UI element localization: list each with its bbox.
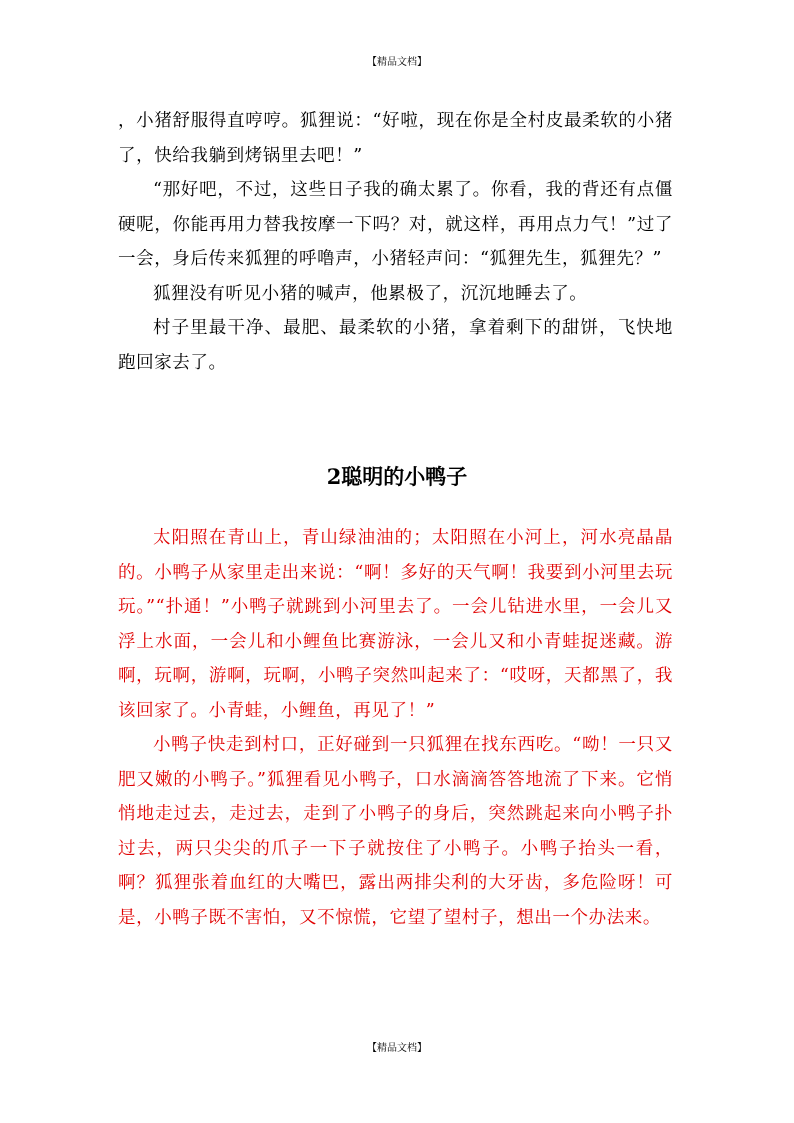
story-paragraph: 小鸭子快走到村口，正好碰到一只狐狸在找东西吃。“呦！一只又肥又嫩的小鸭子。”狐狸看见小鸭子，口水滴滴答答地流了下来。它悄悄地走过去，走过去，走到了小鸭子的身后，突然跳起来向小鸭子扑过去，两只尖尖的爪子一下子就按住了小鸭子。小鸭子抬头一看，啊？狐狸张着血红的大嘴巴，露出两排尖利的大牙齿，多危险呀！可是，小鸭子既不害怕，又不惊慌，它望了望村子，想出一个办法来。 — [118, 735, 673, 928]
story-paragraph: 村子里最干净、最肥、最柔软的小猪，拿着剩下的甜饼，飞快地跑回家去了。 — [118, 318, 673, 373]
story-continuation — [118, 104, 673, 380]
story-paragraph: 狐狸没有听见小猪的喊声，他累极了，沉沉地睡去了。 — [153, 283, 588, 304]
section-body — [118, 521, 673, 935]
story-paragraph: 太阳照在青山上，青山绿油油的；太阳照在小河上，河水亮晶晶的。小鸭子从家里走出来说：“啊！多好的天气啊！我要到小河里去玩玩。”“扑通！”小鸭子就跳到小河里去了。一会儿钻进水里，一会儿又浮上水面，一会儿和小鲤鱼比赛游泳，一会儿又和小青蛙捉迷藏。游啊，玩啊，游啊，玩啊，小鸭子突然叫起来了：“哎呀，天都黑了，我该回家了。小青蛙，小鲤鱼，再见了！” — [118, 528, 673, 721]
page-footer-label: 【精品文档】 — [367, 1043, 427, 1054]
story-paragraph: “那好吧，不过，这些日子我的确太累了。你看，我的背还有点僵硬呢，你能再用力替我按摩一下吗？对，就这样，再用点力气！”过了一会，身后传来狐狸的呼噜声，小猪轻声问：“狐狸先生，狐狸先？” — [118, 180, 673, 269]
section-title: 2聪明的小鸭子 — [326, 464, 468, 489]
page-header-label: 【精品文档】 — [367, 57, 427, 68]
story-paragraph: ，小猪舒服得直哼哼。狐狸说：“好啦，现在你是全村皮最柔软的小猪了，快给我躺到烤锅里去吧！” — [118, 111, 673, 166]
